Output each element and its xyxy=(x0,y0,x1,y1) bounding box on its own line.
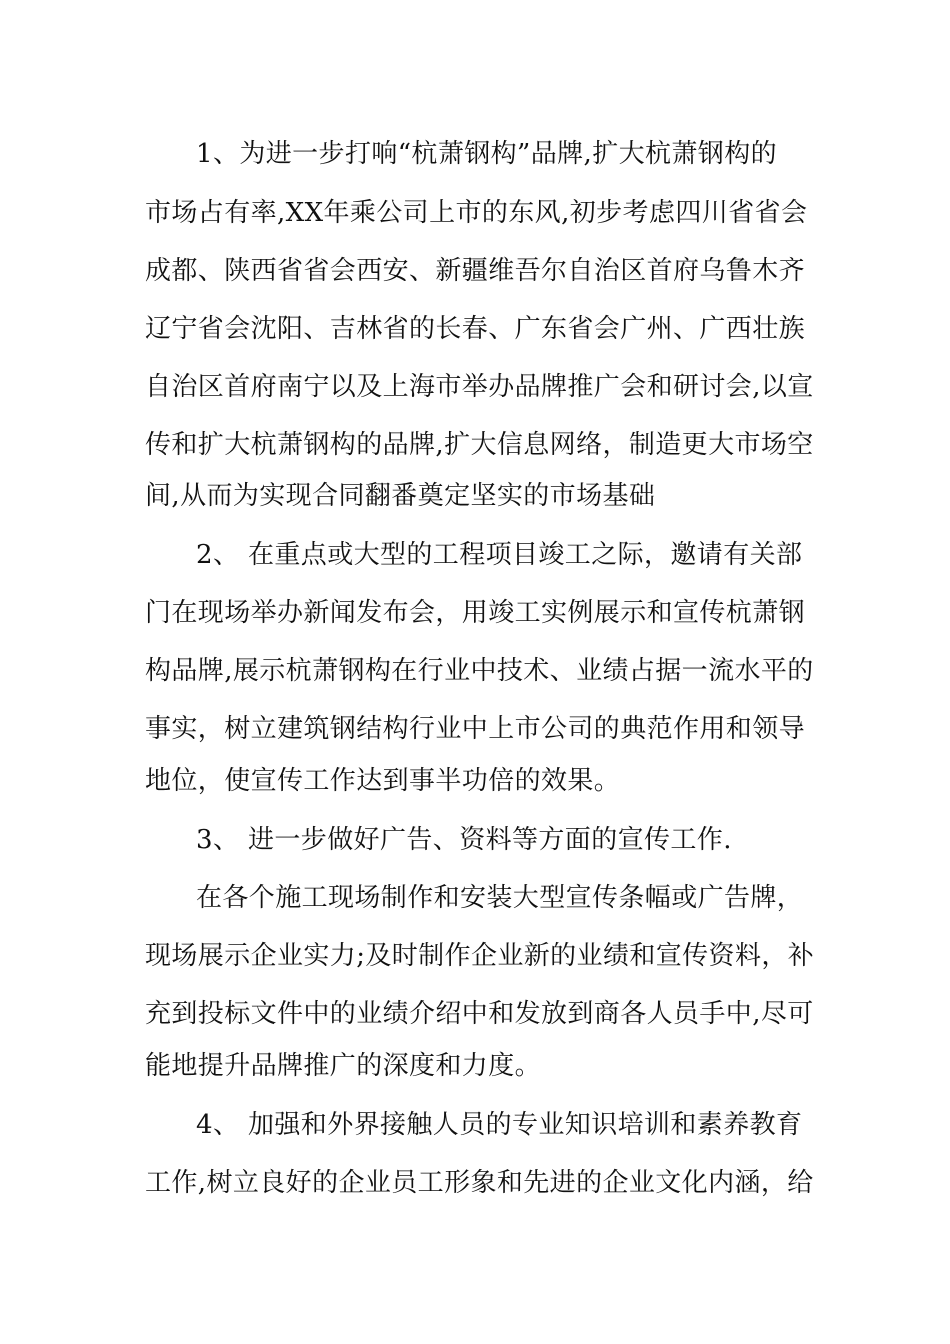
text-line: 传和扩大杭萧钢构的品牌,扩大信息网络，制造更大市场空 xyxy=(145,430,814,460)
text-line: 自治区首府南宁以及上海市举办品牌推广会和研讨会,以宣 xyxy=(145,372,814,402)
text-line: 工作,树立良好的企业员工形象和先进的企业文化内涵，给 xyxy=(145,1168,814,1198)
text-line: 事实，树立建筑钢结构行业中上市公司的典范作用和领导 xyxy=(145,714,806,744)
text-line: 在各个施工现场制作和安装大型宣传条幅或广告牌， xyxy=(196,883,804,913)
text-line: 门在现场举办新闻发布会，用竣工实例展示和宣传杭萧钢 xyxy=(145,598,806,628)
text-line: 地位，使宣传工作达到事半功倍的效果。 xyxy=(145,766,621,796)
text-line: 3、 进一步做好广告、资料等方面的宣传工作. xyxy=(196,825,732,855)
text-line: 4、 加强和外界接触人员的专业知识培训和素养教育 xyxy=(196,1110,803,1140)
text-line: 现场展示企业实力;及时制作企业新的业绩和宣传资料，补 xyxy=(145,941,815,971)
text-line: 构品牌,展示杭萧钢构在行业中技术、业绩占据一流水平的 xyxy=(145,656,814,686)
text-line: 市场占有率,XX年乘公司上市的东风,初步考虑四川省省会 xyxy=(145,198,808,228)
text-line: 成都、陕西省省会西安、新疆维吾尔自治区首府乌鲁木齐 xyxy=(145,256,806,286)
text-line: 能地提升品牌推广的深度和力度。 xyxy=(145,1051,542,1081)
text-line: 间,从而为实现合同翻番奠定坚实的市场基础 xyxy=(145,481,656,511)
text-line: 辽宁省会沈阳、吉林省的长春、广东省会广州、广西壮族 xyxy=(145,314,806,344)
text-line: 充到投标文件中的业绩介绍中和发放到商各人员手中,尽可 xyxy=(145,999,814,1029)
text-line: 1、为进一步打响“杭萧钢构”品牌,扩大杭萧钢构的 xyxy=(196,139,777,169)
text-line: 2、 在重点或大型的工程项目竣工之际，邀请有关部 xyxy=(196,540,803,570)
